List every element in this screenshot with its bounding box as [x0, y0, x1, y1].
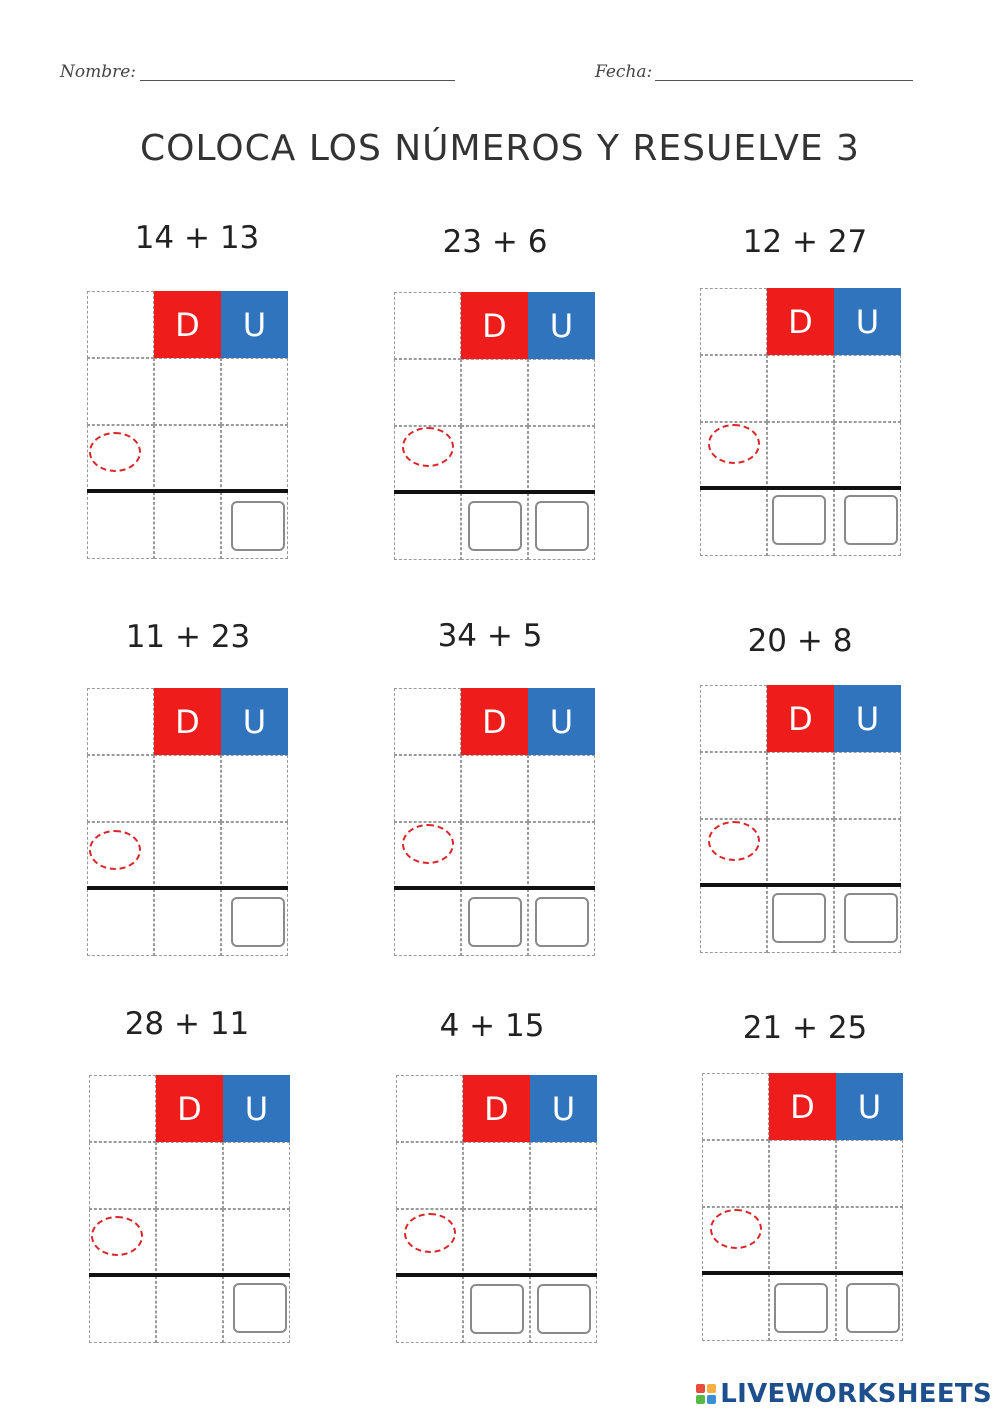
grid-cell[interactable]: [767, 819, 834, 886]
answer-box[interactable]: [233, 1283, 287, 1333]
answer-box[interactable]: [537, 1284, 591, 1334]
answer-box[interactable]: [468, 501, 522, 551]
units-header: U: [834, 288, 901, 355]
answer-box[interactable]: [231, 897, 285, 947]
units-header: U: [836, 1073, 903, 1140]
grid-cell: [87, 291, 154, 358]
addition-grid: [700, 288, 901, 556]
sum-line: [87, 886, 288, 890]
grid-cell: [394, 688, 461, 755]
grid-cell[interactable]: [834, 752, 901, 819]
grid-cell[interactable]: [461, 359, 528, 426]
plus-sign-circle[interactable]: [710, 1209, 762, 1249]
addition-grid: [396, 1075, 597, 1343]
addition-grid: [702, 1073, 903, 1341]
grid-cell[interactable]: [156, 1142, 223, 1209]
grid-cell: [87, 492, 154, 559]
grid-cell: [700, 886, 767, 953]
addition-grid: [700, 685, 901, 953]
grid-cell[interactable]: [223, 1142, 290, 1209]
date-label: Fecha:: [595, 62, 653, 82]
grid-cell[interactable]: [836, 1140, 903, 1207]
grid-cell[interactable]: [156, 1209, 223, 1276]
sum-line: [89, 1273, 290, 1277]
answer-box[interactable]: [844, 495, 898, 545]
units-header: U: [221, 688, 288, 755]
page-title: COLOCA LOS NÚMEROS Y RESUELVE 3: [140, 128, 860, 169]
plus-sign-circle[interactable]: [91, 1216, 143, 1256]
grid-cell: [700, 288, 767, 355]
units-header: U: [221, 291, 288, 358]
operation-label: 11 + 23: [125, 619, 251, 655]
grid-cell: [396, 1276, 463, 1343]
tens-header: D: [156, 1075, 223, 1142]
grid-cell[interactable]: [530, 1209, 597, 1276]
grid-cell[interactable]: [154, 822, 221, 889]
grid-cell: [89, 1142, 156, 1209]
grid-cell: [87, 755, 154, 822]
tens-header: D: [154, 291, 221, 358]
answer-box[interactable]: [772, 893, 826, 943]
grid-cell: [89, 1276, 156, 1343]
tens-header: D: [463, 1075, 530, 1142]
grid-cell[interactable]: [461, 426, 528, 493]
grid-cell[interactable]: [528, 755, 595, 822]
operation-label: 4 + 15: [439, 1008, 545, 1044]
liveworksheets-logo-icon: [696, 1384, 716, 1404]
grid-cell[interactable]: [834, 355, 901, 422]
grid-cell: [394, 359, 461, 426]
units-header: U: [528, 688, 595, 755]
answer-box[interactable]: [772, 495, 826, 545]
grid-cell[interactable]: [834, 422, 901, 489]
addition-grid: [87, 291, 288, 559]
tens-header: D: [767, 288, 834, 355]
addition-grid: [394, 292, 595, 560]
plus-sign-circle[interactable]: [404, 1213, 456, 1253]
tens-header: D: [461, 292, 528, 359]
plus-sign-circle[interactable]: [89, 830, 141, 870]
grid-cell[interactable]: [769, 1207, 836, 1274]
sum-line: [87, 489, 288, 493]
grid-cell: [154, 492, 221, 559]
operation-label: 23 + 6: [442, 224, 548, 260]
grid-cell: [700, 752, 767, 819]
units-header: U: [834, 685, 901, 752]
operation-label: 28 + 11: [124, 1006, 250, 1042]
grid-cell: [87, 688, 154, 755]
grid-cell: [156, 1276, 223, 1343]
sum-line: [702, 1271, 903, 1275]
grid-cell: [154, 889, 221, 956]
tens-header: D: [154, 688, 221, 755]
grid-cell[interactable]: [154, 425, 221, 492]
addition-grid: [87, 688, 288, 956]
date-field[interactable]: [655, 80, 913, 81]
grid-cell[interactable]: [461, 822, 528, 889]
answer-box[interactable]: [535, 897, 589, 947]
grid-cell: [87, 358, 154, 425]
grid-cell: [700, 355, 767, 422]
units-header: U: [528, 292, 595, 359]
grid-cell: [396, 1075, 463, 1142]
answer-box[interactable]: [846, 1283, 900, 1333]
grid-cell[interactable]: [154, 755, 221, 822]
grid-cell: [396, 1142, 463, 1209]
grid-cell: [700, 489, 767, 556]
grid-cell[interactable]: [767, 422, 834, 489]
grid-cell: [394, 292, 461, 359]
grid-cell: [702, 1073, 769, 1140]
operation-label: 12 + 27: [742, 224, 868, 260]
grid-cell: [394, 493, 461, 560]
operation-label: 14 + 13: [134, 220, 260, 256]
grid-cell: [394, 889, 461, 956]
units-header: U: [223, 1075, 290, 1142]
grid-cell[interactable]: [463, 1209, 530, 1276]
grid-cell[interactable]: [530, 1142, 597, 1209]
grid-cell[interactable]: [528, 426, 595, 493]
grid-cell[interactable]: [221, 822, 288, 889]
plus-sign-circle[interactable]: [708, 424, 760, 464]
operation-label: 21 + 25: [742, 1010, 868, 1046]
units-header: U: [530, 1075, 597, 1142]
tens-header: D: [461, 688, 528, 755]
sum-line: [396, 1273, 597, 1277]
tens-header: D: [769, 1073, 836, 1140]
name-label: Nombre:: [60, 62, 137, 82]
addition-grid: [89, 1075, 290, 1343]
name-field[interactable]: [140, 80, 455, 81]
sum-line: [394, 490, 595, 494]
grid-cell[interactable]: [528, 359, 595, 426]
grid-cell: [702, 1274, 769, 1341]
answer-box[interactable]: [844, 893, 898, 943]
brand-name: LIVEWORKSHEETS: [720, 1379, 992, 1409]
grid-cell[interactable]: [528, 822, 595, 889]
plus-sign-circle[interactable]: [402, 824, 454, 864]
grid-cell[interactable]: [836, 1207, 903, 1274]
answer-box[interactable]: [535, 501, 589, 551]
operation-label: 34 + 5: [437, 618, 543, 654]
answer-box[interactable]: [774, 1283, 828, 1333]
grid-cell[interactable]: [154, 358, 221, 425]
sum-line: [700, 486, 901, 490]
addition-grid: [394, 688, 595, 956]
answer-box[interactable]: [470, 1284, 524, 1334]
grid-cell[interactable]: [223, 1209, 290, 1276]
operation-label: 20 + 8: [747, 623, 853, 659]
grid-cell[interactable]: [463, 1142, 530, 1209]
plus-sign-circle[interactable]: [89, 432, 141, 472]
sum-line: [700, 883, 901, 887]
grid-cell[interactable]: [221, 755, 288, 822]
grid-cell[interactable]: [767, 355, 834, 422]
grid-cell: [702, 1140, 769, 1207]
grid-cell: [87, 889, 154, 956]
plus-sign-circle[interactable]: [402, 427, 454, 467]
grid-cell[interactable]: [461, 755, 528, 822]
liveworksheets-brand[interactable]: [696, 1379, 992, 1409]
grid-cell[interactable]: [834, 819, 901, 886]
grid-cell[interactable]: [221, 425, 288, 492]
grid-cell[interactable]: [767, 752, 834, 819]
answer-box[interactable]: [468, 897, 522, 947]
grid-cell[interactable]: [769, 1140, 836, 1207]
answer-box[interactable]: [231, 501, 285, 551]
grid-cell: [700, 685, 767, 752]
grid-cell: [394, 755, 461, 822]
sum-line: [394, 886, 595, 890]
tens-header: D: [767, 685, 834, 752]
grid-cell[interactable]: [221, 358, 288, 425]
plus-sign-circle[interactable]: [708, 821, 760, 861]
grid-cell: [89, 1075, 156, 1142]
